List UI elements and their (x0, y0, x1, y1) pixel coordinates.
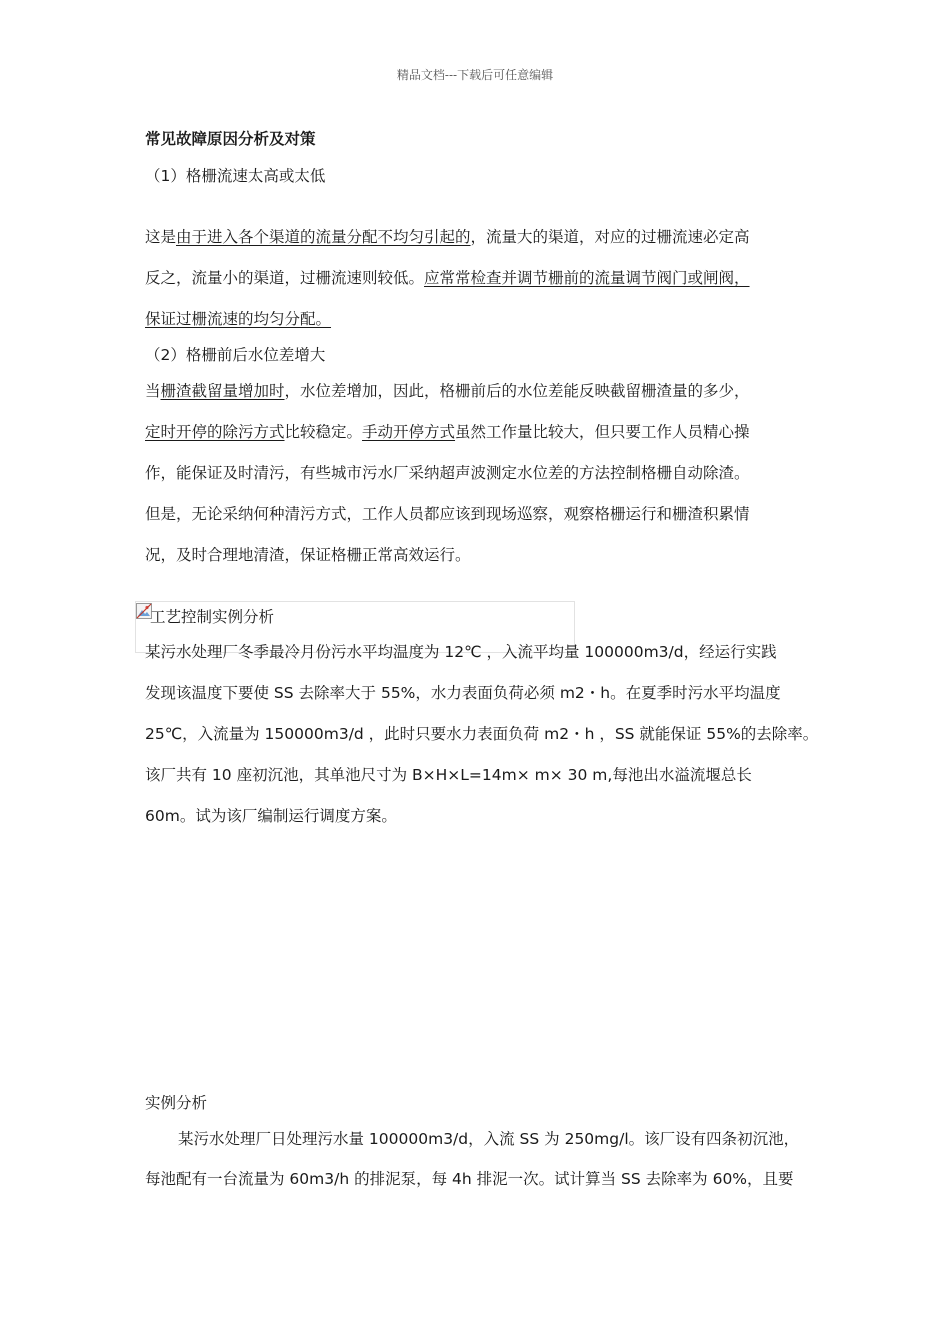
paragraph-line: 60m。试为该厂编制运行调度方案。 (145, 807, 397, 825)
paragraph-line: 发现该温度下要使 SS 去除率大于 55%，水力表面负荷必须 m2・h。在夏季时污水平均温度 (145, 684, 781, 702)
paragraph-line: 作，能保证及时清污，有些城市污水厂采纳超声波测定水位差的方法控制格栅自动除渣。 (145, 464, 750, 482)
paragraph-line: 但是，无论采纳何种清污方式，工作人员都应该到现场巡察，观察格栅运行和栅渣积累情 (145, 505, 750, 523)
paragraph-line: 25℃，入流量为 150000m3/d ，此时只要水力表面负荷 m2・h ，SS 就能保证 55%的去除率。 (145, 725, 819, 743)
paragraph-line: 该厂共有 10 座初沉池，其单池尺寸为 B×H×L=14m× m× 30 m,每池出水溢流堰总长 (145, 766, 752, 784)
subheading-water-level: （2）格栅前后水位差增大 (145, 346, 326, 364)
paragraph-line: 保证过栅流速的均匀分配。 (145, 310, 332, 328)
paragraph-line: 某污水处理厂冬季最冷月份污水平均温度为 12℃ ，入流平均量 100000m3/d，经运行实践 (145, 643, 777, 661)
paragraph-line: 定时开停的除污方式比较稳定。手动开停方式虽然工作量比较大，但只要工作人员精心操 (145, 423, 750, 441)
paragraph-line: 每池配有一台流量为 60m3/h 的排泥泵，每 4h 排泥一次。试计算当 SS 去除率为 60%，且要 (145, 1170, 794, 1188)
paragraph-line: 况，及时合理地清渣，保证格栅正常高效运行。 (145, 546, 471, 564)
paragraph-line: 反之，流量小的渠道，过栅流速则较低。应常常检查并调节栅前的流量调节阀门或闸阀， (145, 269, 750, 287)
paragraph-line: 这是由于进入各个渠道的流量分配不均匀引起的，流量大的渠道，对应的过栅流速必定高 (145, 228, 750, 246)
page-header: 精品文档---下载后可任意编辑 (396, 68, 554, 82)
section-title-example: 实例分析 (145, 1094, 208, 1112)
subheading-grate-velocity: （1）格栅流速太高或太低 (145, 167, 326, 185)
paragraph-line: 当栅渣截留量增加时，水位差增加，因此，格栅前后的水位差能反映截留栅渣量的多少， (145, 382, 750, 400)
section-title-fault-analysis: 常见故障原因分析及对策 (145, 130, 316, 148)
section-title-process-control: 工艺控制实例分析 (150, 608, 275, 626)
paragraph-line: 某污水处理厂日处理污水量 100000m3/d，入流 SS 为 250mg/l。该厂设有四条初沉池， (178, 1130, 800, 1148)
